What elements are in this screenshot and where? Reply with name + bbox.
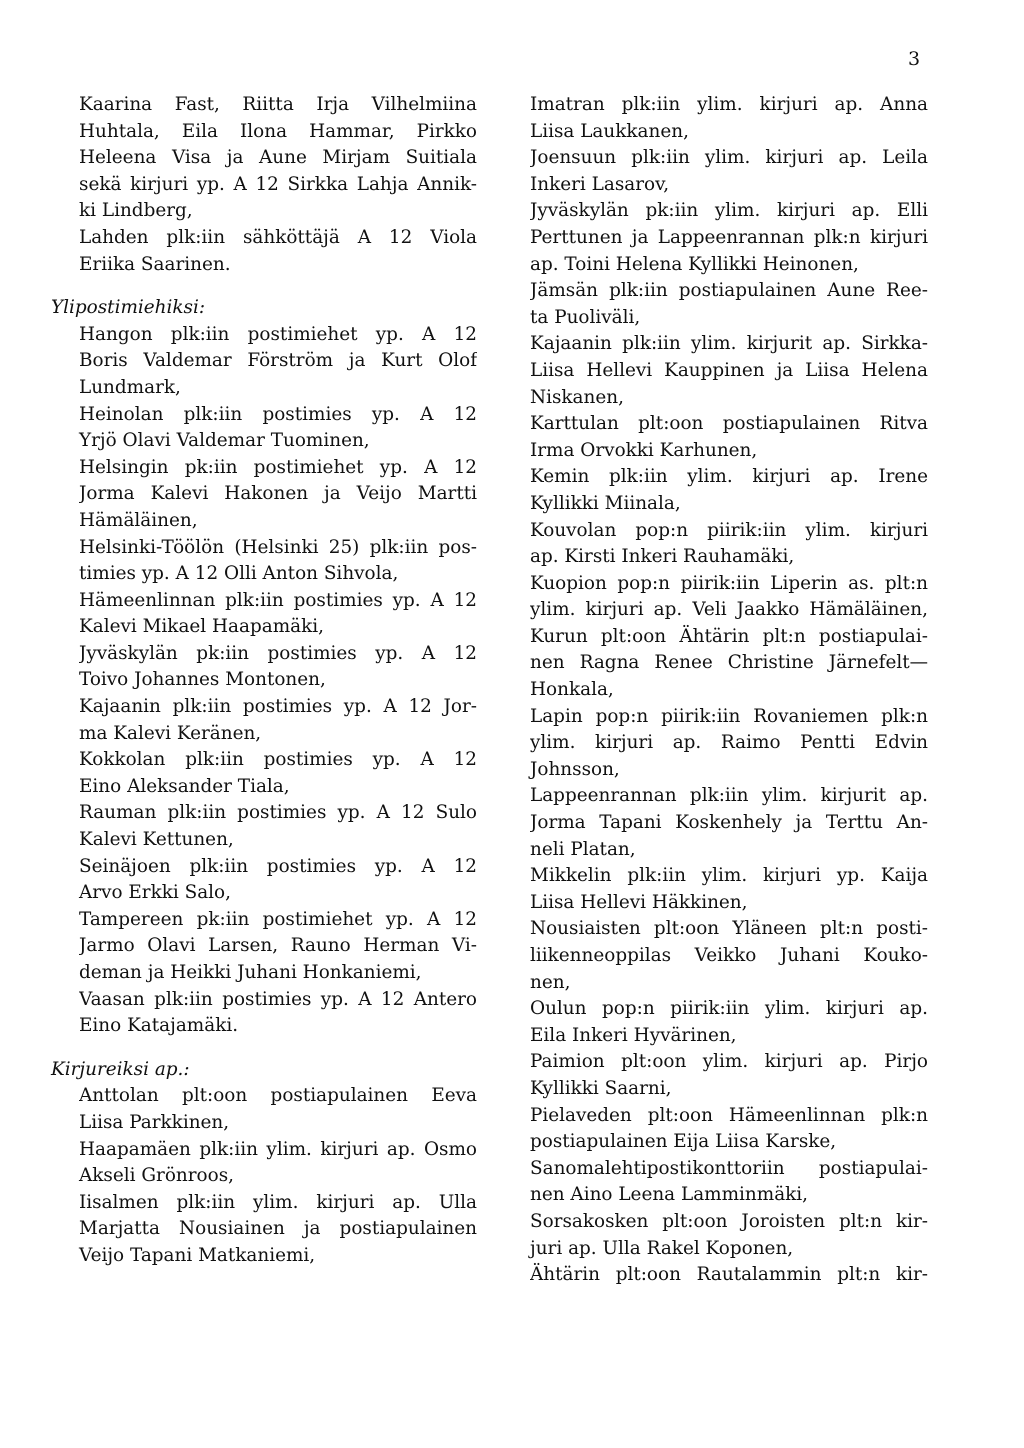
text-line: Kouvolan pop:n piirik:iin ylim. kirjuri bbox=[530, 519, 928, 541]
text-line: Lahden plk:iin sähköttäjä A 12 Viola bbox=[79, 226, 477, 248]
text-line: ylim. kirjuri ap. Veli Jaakko Hämäläinen, bbox=[530, 599, 928, 621]
text-line: Lapin pop:n piirik:iin Rovaniemen plk:n bbox=[530, 705, 928, 727]
left-column bbox=[51, 92, 477, 1270]
text-line: ylim. kirjuri ap. Raimo Pentti Edvin bbox=[530, 732, 928, 754]
text-line: Kuopion pop:n piirik:iin Liperin as. plt:n bbox=[530, 572, 928, 594]
text-line: Eriika Saarinen. bbox=[79, 253, 231, 275]
text-line: Arvo Erkki Salo, bbox=[79, 882, 231, 904]
text-line: liikenneoppilas Veikko Juhani Kouko- bbox=[530, 945, 928, 966]
text-line: sekä kirjuri yp. A 12 Sirkka Lahja Annik- bbox=[79, 173, 477, 195]
text-line: ap. Toini Helena Kyllikki Heinonen, bbox=[530, 253, 859, 275]
text-line: Irma Orvokki Karhunen, bbox=[530, 439, 758, 461]
text-line: Hämäläinen, bbox=[79, 509, 198, 531]
text-line: Perttunen ja Lappeenrannan plk:n kirjuri bbox=[530, 226, 928, 248]
text-line: Eino Katajamäki. bbox=[79, 1015, 239, 1037]
text-line: Boris Valdemar Förström ja Kurt Olof bbox=[79, 350, 477, 372]
text-line: Lundmark, bbox=[79, 376, 181, 398]
text-line: Oulun pop:n piirik:iin ylim. kirjuri ap. bbox=[530, 998, 928, 1020]
text-line: Mikkelin plk:iin ylim. kirjuri yp. Kaija bbox=[530, 865, 928, 887]
kirjureiksi-list bbox=[79, 1083, 477, 1269]
text-line: ki Lindberg, bbox=[79, 200, 193, 222]
text-line: nen, bbox=[530, 971, 571, 993]
text-line: Kemin plk:iin ylim. kirjuri ap. Irene bbox=[530, 466, 928, 488]
text-line: nen Ragna Renee Christine Järnefelt— bbox=[530, 652, 928, 674]
text-line: ma Kalevi Keränen, bbox=[79, 722, 262, 744]
text-line: Helsingin pk:iin postimiehet yp. A 12 bbox=[79, 456, 477, 478]
text-line: Rauman plk:iin postimies yp. A 12 Sulo bbox=[79, 802, 477, 824]
text-line: Inkeri Lasarov, bbox=[530, 173, 670, 195]
text-line: neli Platan, bbox=[530, 838, 636, 860]
text-line: Paimion plt:oon ylim. kirjuri ap. Pirjo bbox=[530, 1051, 928, 1073]
text-line: Haapamäen plk:iin ylim. kirjuri ap. Osmo bbox=[79, 1138, 477, 1160]
text-line: Kajaanin plk:iin postimies yp. A 12 Jor- bbox=[79, 696, 477, 718]
text-line: Anttolan plt:oon postiapulainen Eeva bbox=[79, 1085, 477, 1107]
text-line: Seinäjoen plk:iin postimies yp. A 12 bbox=[79, 855, 477, 877]
text-line: deman ja Heikki Juhani Honkaniemi, bbox=[79, 962, 422, 983]
text-line: Jyväskylän pk:iin postimies yp. A 12 bbox=[79, 642, 477, 664]
text-line: Iisalmen plk:iin ylim. kirjuri ap. Ulla bbox=[79, 1191, 477, 1213]
text-line: Imatran plk:iin ylim. kirjuri ap. Anna bbox=[530, 94, 928, 115]
text-line: Helsinki-Töölön (Helsinki 25) plk:iin pos- bbox=[79, 536, 477, 558]
text-line: Hangon plk:iin postimiehet yp. A 12 bbox=[79, 323, 477, 345]
ylipostimiehiksi-list bbox=[79, 322, 477, 1040]
text-line: Kalevi Mikael Haapamäki, bbox=[79, 616, 324, 638]
text-line: Liisa Parkkinen, bbox=[79, 1111, 230, 1133]
text-line: Jyväskylän pk:iin ylim. kirjuri ap. Elli bbox=[530, 200, 928, 222]
text-line: Eino Aleksander Tiala, bbox=[79, 775, 290, 797]
page-number: 3 bbox=[908, 48, 921, 70]
text-line: Pielaveden plt:oon Hämeenlinnan plk:n bbox=[530, 1104, 928, 1126]
text-line: Liisa Hellevi Häkkinen, bbox=[530, 891, 748, 913]
text-line: Liisa Laukkanen, bbox=[530, 120, 689, 142]
text-line: Vaasan plk:iin postimies yp. A 12 Antero bbox=[79, 988, 477, 1010]
text-line: ap. Kirsti Inkeri Rauhamäki, bbox=[530, 546, 795, 568]
text-line: Karttulan plt:oon postiapulainen Ritva bbox=[530, 413, 928, 435]
text-line: Sanomalehtipostikonttoriin postiapulai- bbox=[530, 1157, 928, 1179]
intro-paragraph bbox=[79, 92, 477, 278]
text-line: Kaarina Fast, Riitta Irja Vilhelmiina bbox=[79, 94, 477, 115]
text-line: postiapulainen Eija Liisa Karske, bbox=[530, 1131, 837, 1153]
text-line: Jarmo Olavi Larsen, Rauno Herman Vi- bbox=[79, 935, 477, 957]
text-line: juri ap. Ulla Rakel Koponen, bbox=[530, 1237, 794, 1259]
text-line: Ähtärin plt:oon Rautalammin plt:n kir- bbox=[530, 1264, 928, 1286]
text-line: Kalevi Kettunen, bbox=[79, 829, 234, 851]
text-line: Jämsän plk:iin postiapulainen Aune Ree- bbox=[530, 280, 928, 302]
text-line: Kokkolan plk:iin postimies yp. A 12 bbox=[79, 749, 477, 771]
text-line: Kyllikki Saarni, bbox=[530, 1077, 672, 1099]
text-line: Liisa Hellevi Kauppinen ja Liisa Helena bbox=[530, 359, 928, 381]
text-line: nen Aino Leena Lamminmäki, bbox=[530, 1184, 809, 1206]
text-line: Jorma Kalevi Hakonen ja Veijo Martti bbox=[79, 483, 477, 505]
text-line: Joensuun plk:iin ylim. kirjuri ap. Leila bbox=[530, 147, 928, 169]
text-line: Kajaanin plk:iin ylim. kirjurit ap. Sirkka- bbox=[530, 333, 928, 355]
right-column bbox=[530, 92, 928, 1289]
text-line: Niskanen, bbox=[530, 386, 624, 408]
text-line: Nousiaisten plt:oon Yläneen plt:n posti- bbox=[530, 918, 928, 940]
text-line: Tampereen pk:iin postimiehet yp. A 12 bbox=[79, 908, 477, 930]
text-line: Eila Inkeri Hyvärinen, bbox=[530, 1024, 737, 1046]
text-line: Huhtala, Eila Ilona Hammar, Pirkko bbox=[79, 120, 477, 142]
text-line: Hämeenlinnan plk:iin postimies yp. A 12 bbox=[79, 589, 477, 611]
text-line: Akseli Grönroos, bbox=[79, 1165, 234, 1187]
text-line: Jorma Tapani Koskenhely ja Terttu An- bbox=[530, 812, 928, 834]
text-line: Heinolan plk:iin postimies yp. A 12 bbox=[79, 403, 477, 425]
text-line: Yrjö Olavi Valdemar Tuominen, bbox=[79, 430, 370, 452]
text-line: Lappeenrannan plk:iin ylim. kirjurit ap. bbox=[530, 785, 928, 807]
text-line: Marjatta Nousiainen ja postiapulainen bbox=[79, 1218, 477, 1240]
text-line: Veijo Tapani Matkaniemi, bbox=[79, 1244, 316, 1266]
text-line: Sorsakosken plt:oon Joroisten plt:n kir- bbox=[530, 1210, 928, 1232]
text-line: Toivo Johannes Montonen, bbox=[79, 669, 326, 691]
text-line: Johnsson, bbox=[530, 758, 620, 780]
section-heading-ylipostimiehiksi: Ylipostimiehiksi: bbox=[51, 297, 206, 319]
text-line: Kurun plt:oon Ähtärin plt:n postiapulai- bbox=[530, 625, 928, 647]
text-line: Kyllikki Miinala, bbox=[530, 492, 681, 514]
section-heading-kirjureiksi: Kirjureiksi ap.: bbox=[51, 1058, 190, 1080]
text-line: Heleena Visa ja Aune Mirjam Suitiala bbox=[79, 147, 477, 169]
text-line: ta Puoliväli, bbox=[530, 306, 641, 328]
text-line: Honkala, bbox=[530, 679, 614, 701]
text-line: timies yp. A 12 Olli Anton Sihvola, bbox=[79, 563, 399, 585]
